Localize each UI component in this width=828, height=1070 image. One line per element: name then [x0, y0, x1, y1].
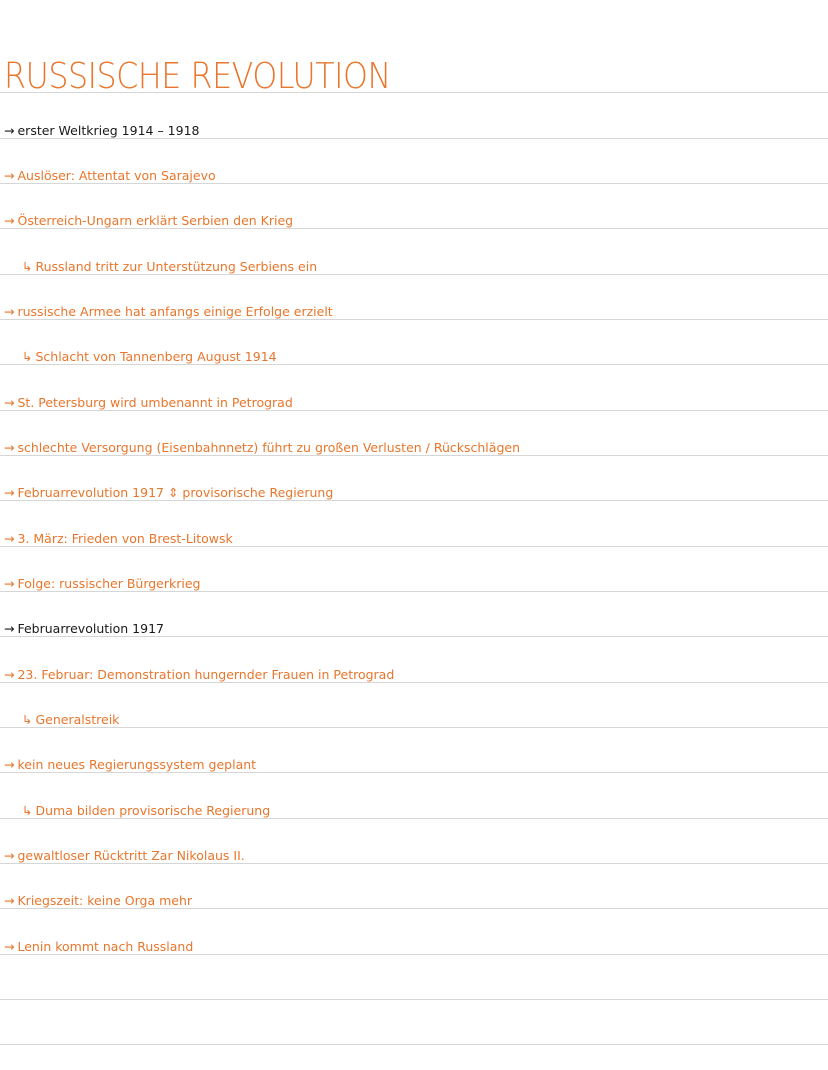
note-text: St. Petersburg wird umbenannt in Petrograd [17, 395, 293, 410]
note-text: Duma bilden provisorische Regierung [35, 803, 271, 818]
note-line [4, 531, 233, 547]
note-line [4, 440, 520, 456]
arrow-right-icon: → [4, 123, 15, 138]
note-line [4, 939, 193, 955]
arrow-right-icon: → [4, 757, 15, 772]
note-text: russische Armee hat anfangs einige Erfolge erzielt [17, 304, 333, 319]
note-text: Kriegszeit: keine Orga mehr [17, 893, 193, 908]
note-line [4, 667, 394, 683]
note-line [4, 757, 256, 773]
note-line [4, 213, 293, 229]
arrow-right-icon: → [4, 576, 15, 591]
arrow-hook-icon: ↳ [22, 712, 33, 727]
note-text: kein neues Regierungssystem geplant [17, 757, 257, 772]
ruled-line [0, 727, 828, 728]
note-text: erster Weltkrieg 1914 – 1918 [17, 123, 200, 138]
note-line [4, 576, 201, 592]
note-line [22, 712, 119, 728]
page-title: RUSSISCHE REVOLUTION [4, 56, 391, 97]
note-text: Schlacht von Tannenberg August 1914 [35, 349, 277, 364]
note-text: Februarrevolution 1917 ⇕ provisorische Regierung [17, 485, 334, 500]
ruled-line [0, 999, 828, 1000]
note-line [22, 259, 317, 275]
note-text: schlechte Versorgung (Eisenbahnnetz) führt zu großen Verlusten / Rückschlägen [17, 440, 520, 455]
note-line [4, 123, 200, 139]
arrow-hook-icon: ↳ [22, 259, 33, 274]
arrow-right-icon: → [4, 667, 15, 682]
note-line [22, 349, 277, 365]
note-line [4, 848, 245, 864]
note-text: 23. Februar: Demonstration hungernder Frauen in Petrograd [17, 667, 395, 682]
arrow-right-icon: → [4, 168, 15, 183]
note-text: Folge: russischer Bürgerkrieg [17, 576, 201, 591]
note-line [4, 395, 293, 411]
note-text: Russland tritt zur Unterstützung Serbiens ein [35, 259, 318, 274]
arrow-right-icon: → [4, 440, 15, 455]
ruled-line [0, 1044, 828, 1045]
arrow-right-icon: → [4, 213, 15, 228]
arrow-right-icon: → [4, 848, 15, 863]
note-line [4, 621, 164, 637]
arrow-right-icon: → [4, 304, 15, 319]
arrow-right-icon: → [4, 893, 15, 908]
note-line [4, 893, 192, 909]
note-text: Auslöser: Attentat von Sarajevo [17, 168, 216, 183]
arrow-right-icon: → [4, 485, 15, 500]
arrow-hook-icon: ↳ [22, 349, 33, 364]
arrow-right-icon: → [4, 531, 15, 546]
arrow-hook-icon: ↳ [22, 803, 33, 818]
note-text: Österreich-Ungarn erklärt Serbien den Krieg [17, 213, 294, 228]
note-text: gewaltloser Rücktritt Zar Nikolaus II. [17, 848, 245, 863]
note-line [4, 304, 333, 320]
note-text: Generalstreik [35, 712, 120, 727]
arrow-right-icon: → [4, 395, 15, 410]
arrow-right-icon: → [4, 939, 15, 954]
note-line [22, 803, 270, 819]
arrow-right-icon: → [4, 621, 15, 636]
note-text: 3. März: Frieden von Brest-Litowsk [17, 531, 233, 546]
note-text: Februarrevolution 1917 [17, 621, 164, 636]
note-line [4, 168, 216, 184]
note-line [4, 485, 333, 501]
note-text: Lenin kommt nach Russland [17, 939, 194, 954]
